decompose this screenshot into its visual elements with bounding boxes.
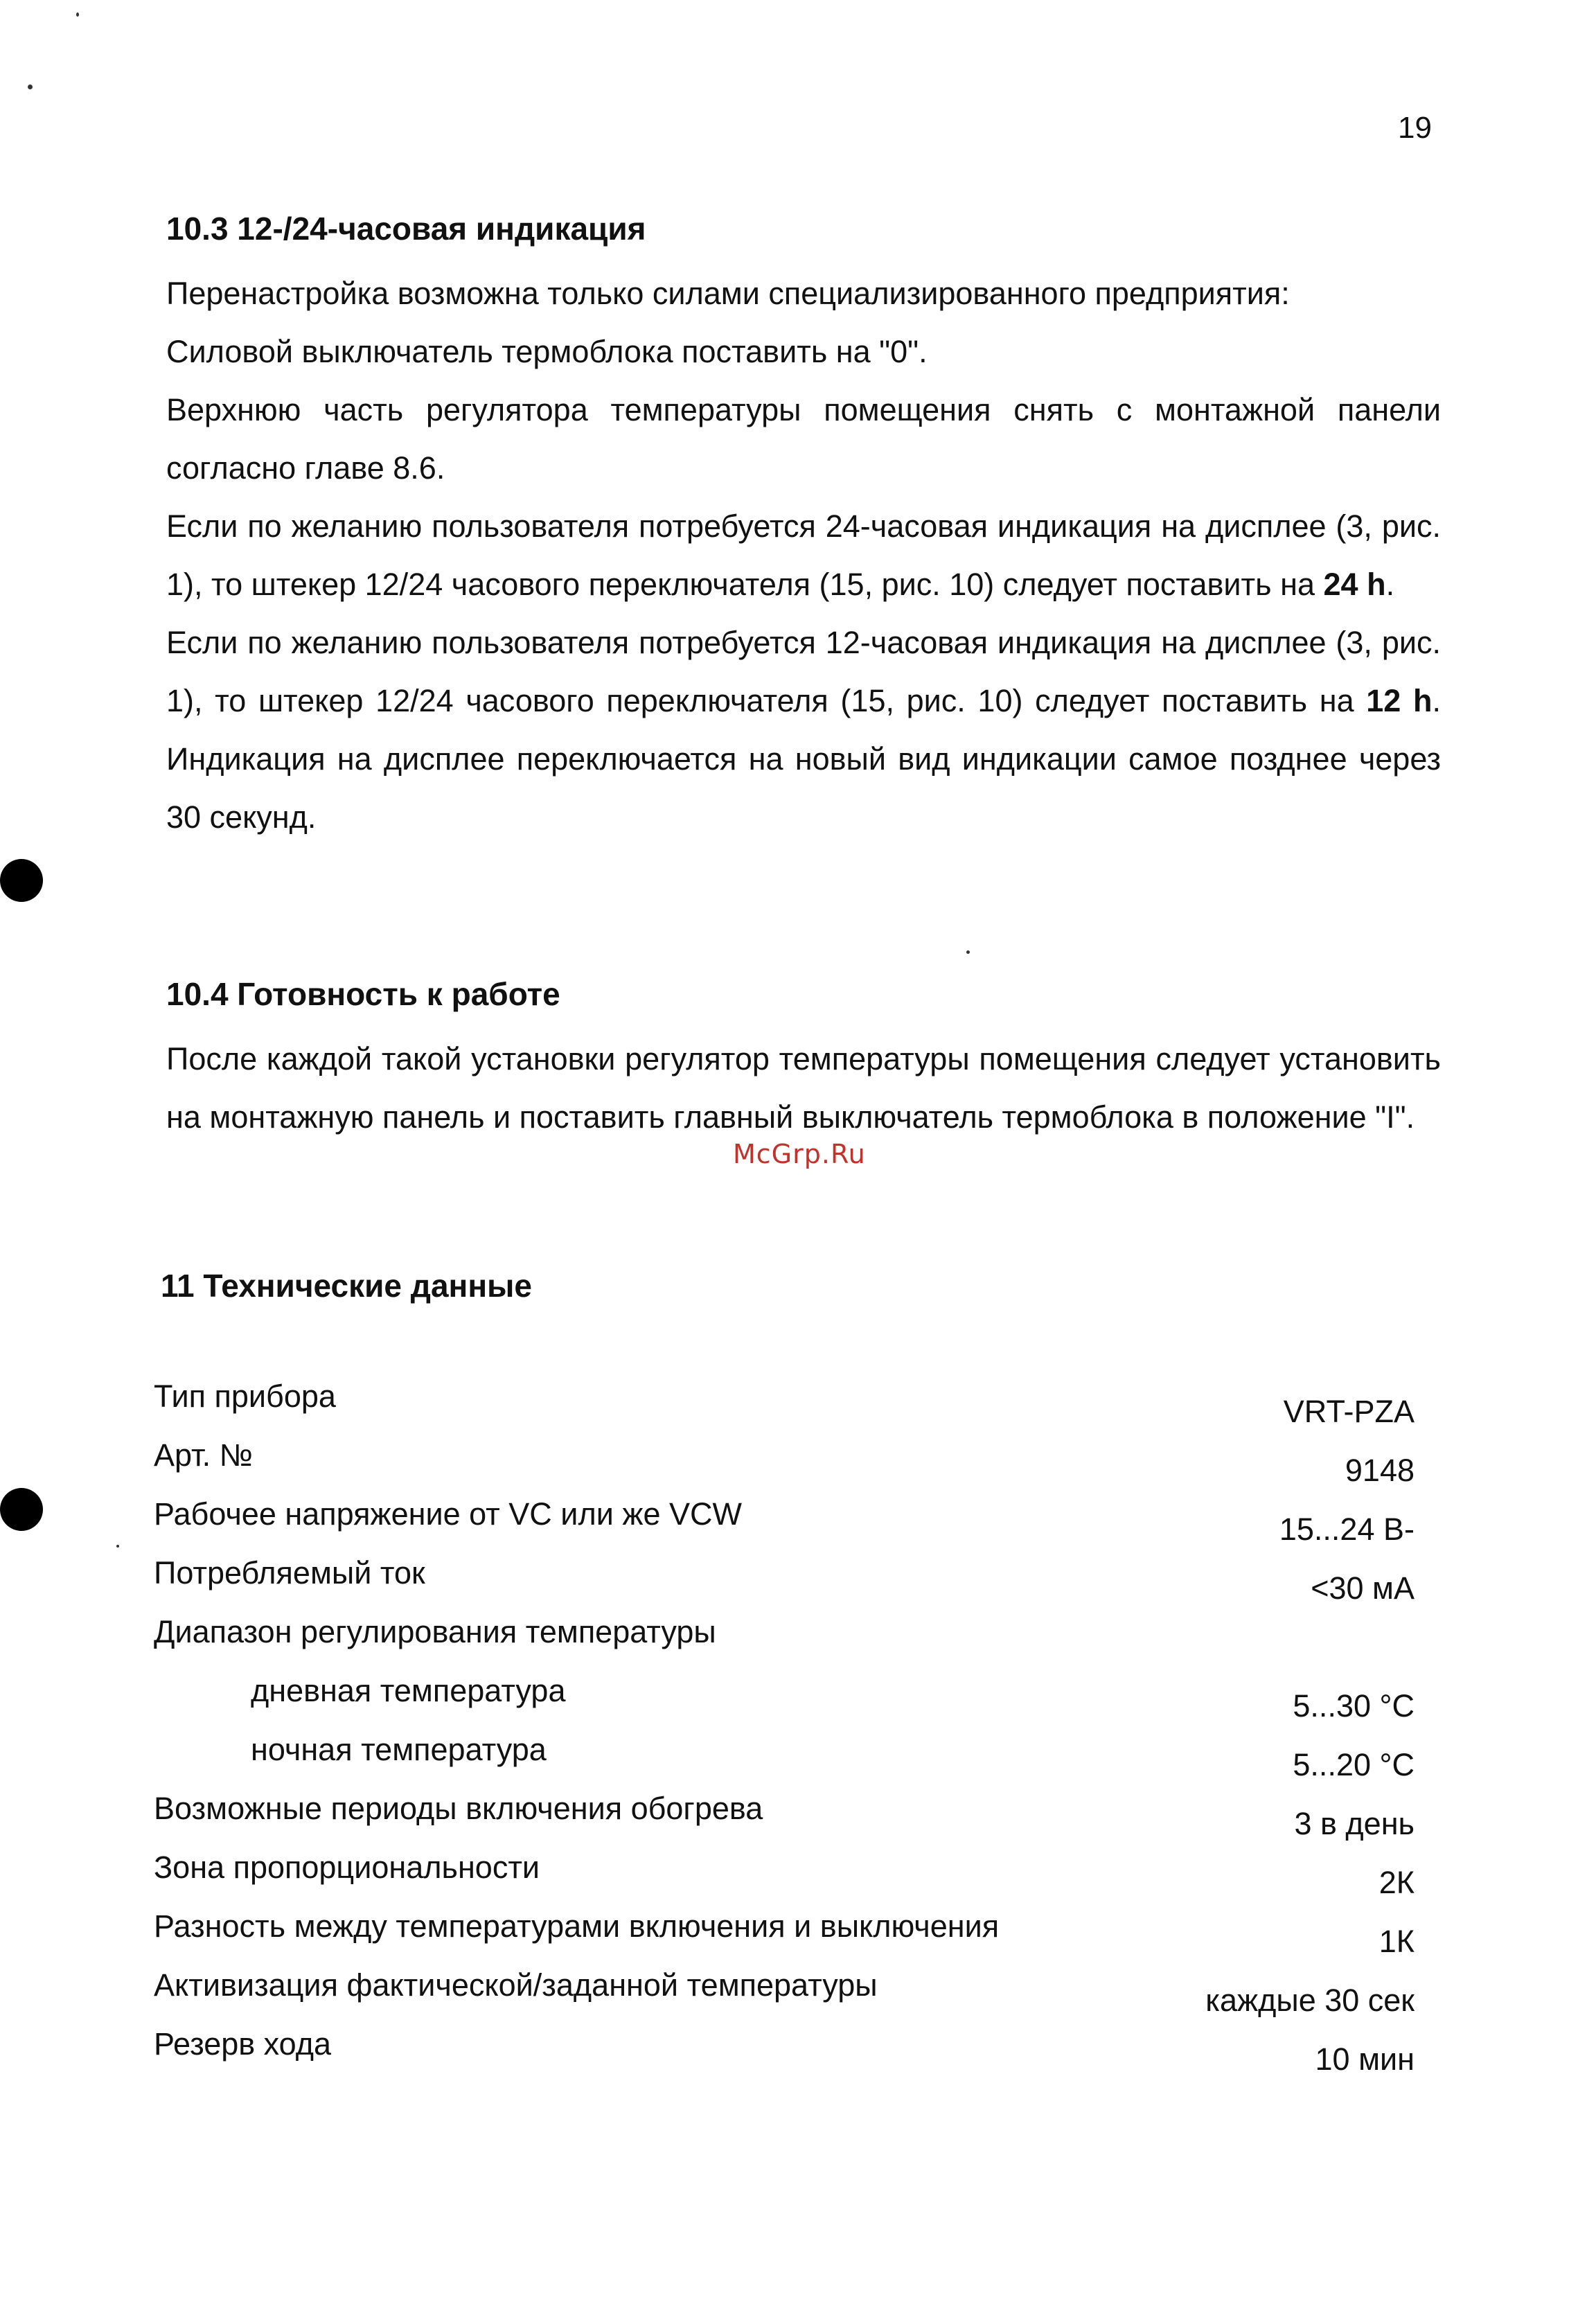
- spec-row: [154, 1908, 1415, 1967]
- spec-value: 5...20 °С: [1293, 1747, 1415, 1782]
- spec-value: каждые 30 сек: [1205, 1983, 1415, 2018]
- spec-label: Рабочее напряжение от VC или же VCW: [154, 1496, 742, 1532]
- spec-row: [154, 1379, 1415, 1437]
- paragraph: После каждой такой установки регулятор температуры помещения следует установить на монтажную панель и поставить главный выключатель термоблока в положение "I".: [166, 1041, 1441, 1135]
- spec-row: [154, 2026, 1415, 2085]
- paragraph-text: Если по желанию пользователя потребуется 24-часовая индикация на дисплее (3, рис. 1), то штекер 12/24 часового переключателя (15, рис. 10) следует поставить на: [166, 508, 1441, 602]
- paragraph-text: Если по желанию пользователя потребуется 12-часовая индикация на дисплее (3, рис. 1), то штекер 12/24 часового переключателя (15, рис. 10) следует поставить на: [166, 625, 1441, 718]
- tech-data-table: [154, 1379, 1415, 2085]
- bold-value: 12 h: [1366, 683, 1433, 718]
- spec-label: Резерв хода: [154, 2026, 331, 2062]
- paragraph: [166, 614, 1441, 847]
- scan-speck: [116, 1545, 119, 1548]
- spec-label: Тип прибора: [154, 1379, 336, 1414]
- spec-value: <30 мА: [1311, 1570, 1415, 1606]
- punch-hole-mark: [0, 1488, 43, 1531]
- section-heading: 10.4 Готовность к работе: [166, 976, 560, 1012]
- spec-value: VRT-PZA: [1283, 1394, 1415, 1429]
- section-10-3: [166, 208, 1441, 847]
- spec-row: [154, 1791, 1415, 1850]
- paragraph: Перенастройка возможна только силами специализированного предприятия:: [166, 276, 1290, 311]
- section-heading: 10.3 12-/24-часовая индикация: [166, 211, 646, 247]
- watermark: McGrp.Ru: [733, 1139, 866, 1169]
- spec-row: [154, 1732, 1415, 1791]
- section-10-4: [166, 973, 1441, 1146]
- spec-value: 15...24 В-: [1279, 1512, 1415, 1547]
- spec-label: Арт. №: [154, 1437, 253, 1473]
- spec-label: дневная температура: [251, 1673, 566, 1708]
- spec-value: 2К: [1378, 1865, 1415, 1900]
- spec-label: ночная температура: [251, 1732, 547, 1767]
- paragraph-text: . Индикация на дисплее переключается на новый вид индикации самое позднее через 30 секунд.: [166, 683, 1441, 835]
- spec-row: [154, 1967, 1415, 2026]
- spec-label: Активизация фактической/заданной температуры: [154, 1967, 878, 2003]
- spec-label: Диапазон регулирования температуры: [154, 1614, 716, 1649]
- spec-value: 10 мин: [1315, 2041, 1415, 2077]
- spec-value: 1К: [1378, 1924, 1415, 1959]
- page-number: 19: [1398, 111, 1432, 145]
- spec-row: [154, 1555, 1415, 1614]
- spec-row: [154, 1614, 1415, 1673]
- spec-value: 3 в день: [1294, 1806, 1415, 1841]
- paragraph: Верхнюю часть регулятора температуры помещения снять с монтажной панели согласно главе 8.6.: [166, 392, 1441, 486]
- spec-label: Зона пропорциональности: [154, 1850, 540, 1885]
- scan-speck: [76, 12, 79, 17]
- spec-row: [154, 1496, 1415, 1555]
- spec-label: Возможные периоды включения обогрева: [154, 1791, 763, 1826]
- spec-label: Потребляемый ток: [154, 1555, 425, 1590]
- spec-row: [154, 1850, 1415, 1908]
- spec-label: Разность между температурами включения и выключения: [154, 1908, 1000, 1944]
- spec-row: [154, 1673, 1415, 1732]
- spec-value: 5...30 °С: [1293, 1688, 1415, 1723]
- bold-value: 24 h: [1323, 567, 1386, 602]
- scan-speck: [966, 950, 970, 954]
- spec-row: [154, 1437, 1415, 1496]
- paragraph: Если по желанию пользователя потребуется 24-часовая индикация на дисплее (3, рис. 1), то штекер 12/24 часового переключателя (15, рис. 10) следует поставить на 24 h.: [166, 508, 1441, 602]
- punch-hole-mark: [0, 859, 43, 902]
- section-11: [161, 1265, 1435, 1322]
- paragraph: Силовой выключатель термоблока поставить на "0".: [166, 334, 928, 369]
- spec-value: 9148: [1345, 1453, 1415, 1488]
- section-heading: 11 Технические данные: [161, 1268, 532, 1304]
- scan-speck: [28, 85, 33, 89]
